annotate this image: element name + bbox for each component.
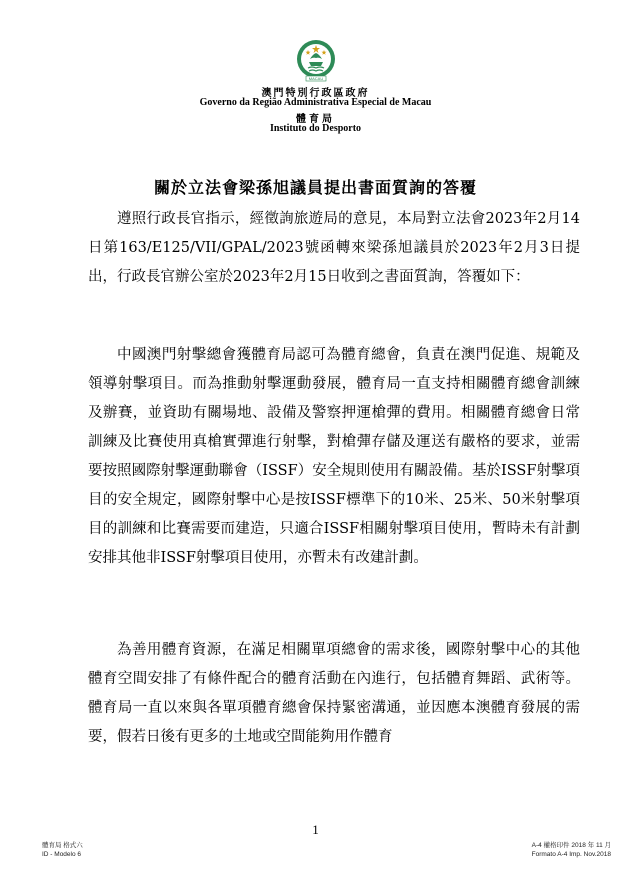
footer-form-zh: 體育局 格式六 [42,842,83,849]
paragraph-shooting-association: 中國澳門射擊總會獲體育局認可為體育總會，負責在澳門促進、規範及領導射擊項目。而為推動射擊運動發展，體育局一直支持相關體育總會訓練及辦賽，並資助有關場地、設備及警察押運槍彈的費用。相關體育總會日常訓練及比賽使用真槍實彈進行射擊，對槍彈存儲及運送有嚴格的要求，並需要按照國際射擊運動聯會（ISSF）安全規則使用有關設備。基於ISSF射擊項目的安全規定，國際射擊中心是按ISSF標準下的10米、25米、50米射擊項目的訓練和比賽需要而建造，只適合ISSF相關射擊項目使用，暫時未有計劃安排其他非ISSF射擊項目使用，亦暫未有改建計劃。 [88,347,580,566]
paragraph-intro: 遵照行政長官指示，經徵詢旅遊局的意見，本局對立法會2023年2月14日第163/E125/VII/GPAL/2023號函轉來梁孫旭議員於2023年2月3日提出，行政長官辦公室於2023年2月15日收到之書面質詢，答覆如下： [88,211,580,285]
footer-right [532,841,611,859]
footer-format-pt: Formato A-4 Imp. Nov.2018 [531,851,611,858]
government-name-zh: 澳門特別行政區政府 [261,88,370,99]
footer-left [42,841,83,859]
footer-format-zh: A-4 權格印件 2018 年 11 月 [531,842,611,849]
macau-emblem-icon [295,38,337,82]
government-name-pt: Governo da Região Administrativa Especial de Macau [199,97,432,108]
paragraph-sports-space: 為善用體育資源，在滿足相關單項總會的需求後，國際射擊中心的其他體育空間安排了有條件配合的體育活動在內進行，包括體育舞蹈、武術等。體育局一直以來與各單項體育總會保持緊密溝通，並因應本澳體育發展的需要，假若日後有更多的土地或空間能夠用作體育 [88,642,580,745]
footer-form-pt: ID - Modelo 6 [42,851,82,858]
emblem-text: MACAU [308,76,324,81]
page-number: 1 [312,822,319,837]
department-name-zh: 體育局 [296,114,335,125]
department-name-pt: Instituto do Desporto [269,123,362,134]
document-title: 關於立法會梁孫旭議員提出書面質詢的答覆 [153,178,477,197]
